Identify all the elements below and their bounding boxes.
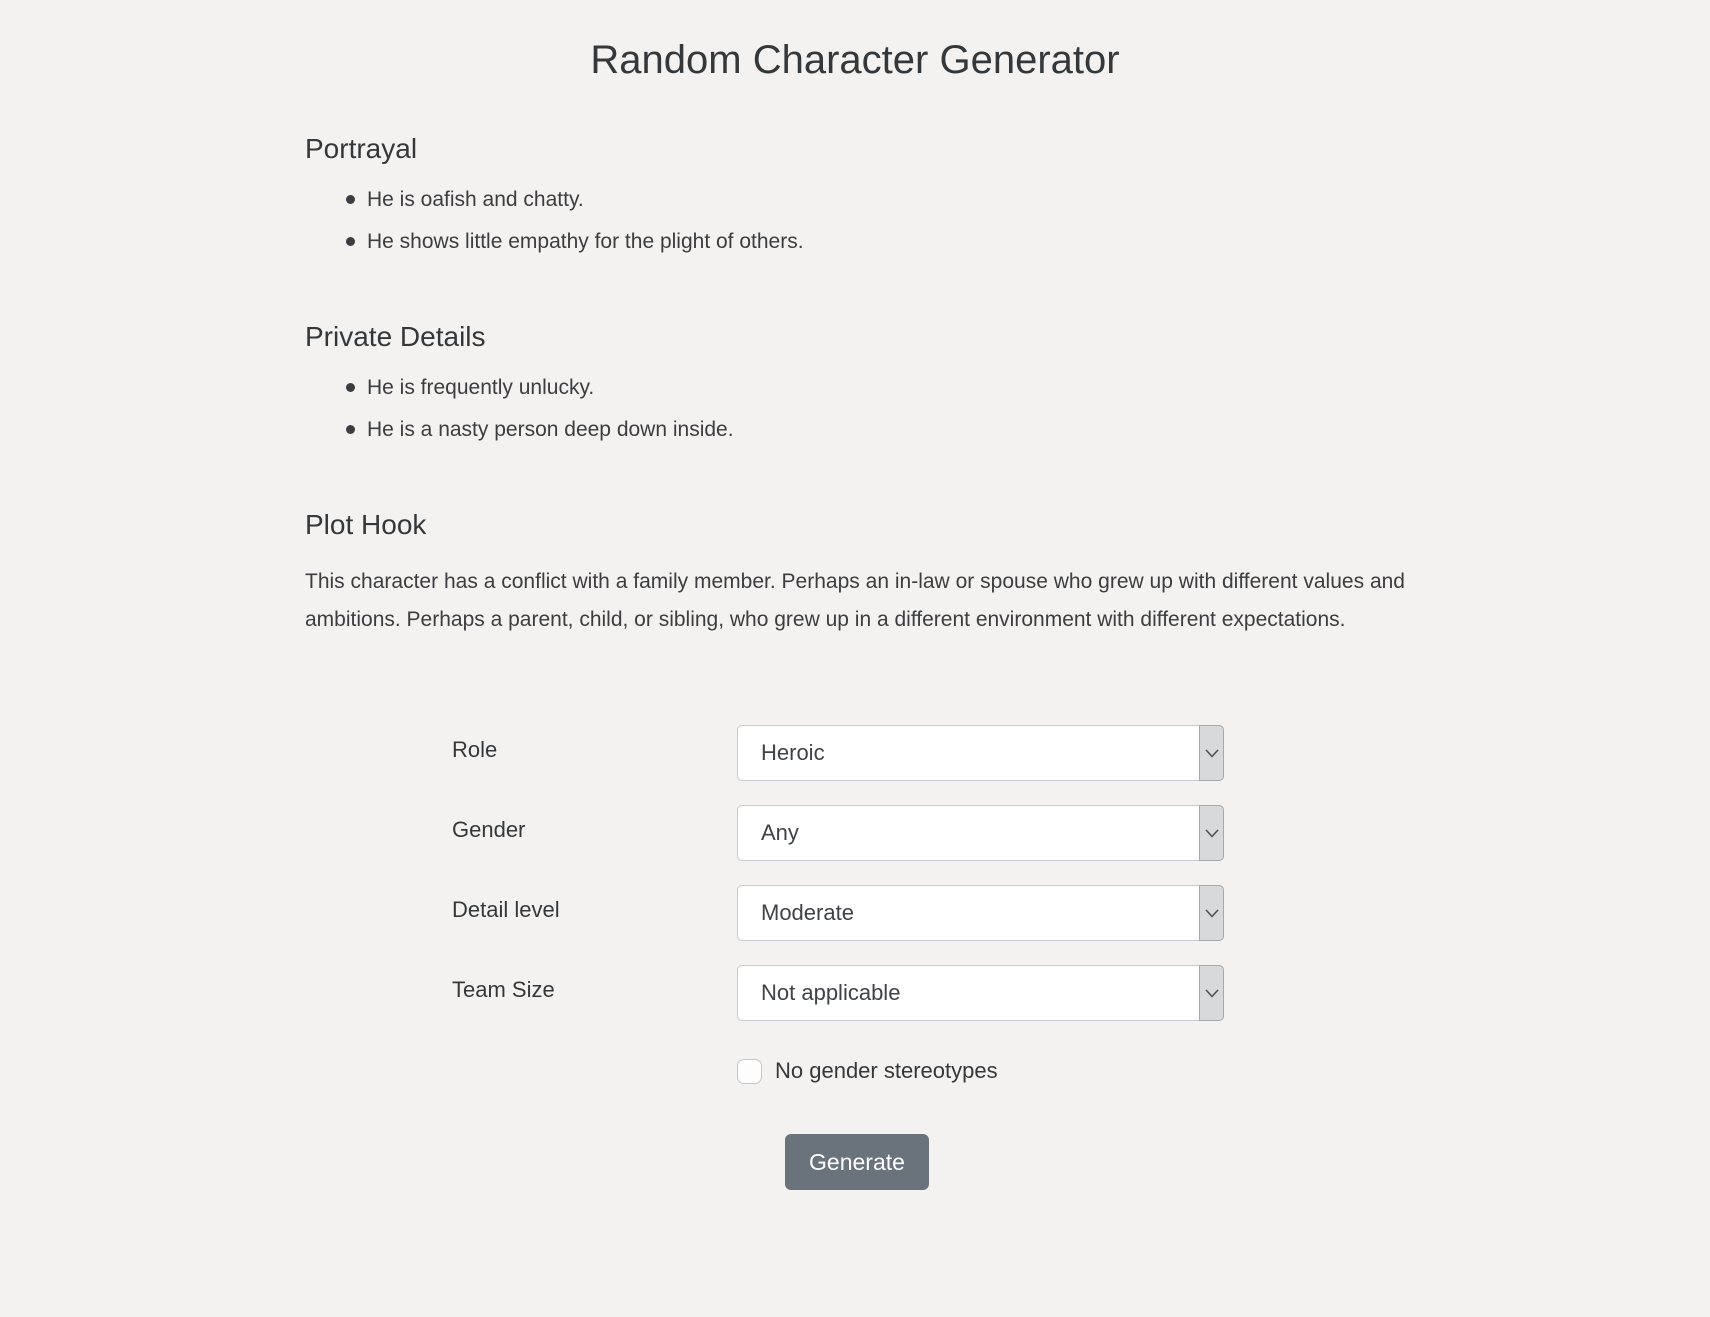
generate-button[interactable]: Generate [785,1134,929,1190]
form-row-role [305,725,1405,781]
form-row-detail-level [305,885,1405,941]
team-size-label: Team Size [452,977,555,1002]
form-row-team-size [305,965,1405,1021]
section-heading-portrayal: Portrayal [305,133,418,164]
gender-label: Gender [452,817,526,842]
page-container [305,0,1405,1190]
section-heading-plot-hook: Plot Hook [305,509,427,540]
chevron-down-icon [1199,965,1224,1021]
gender-select-value: Any [761,820,799,845]
section-heading-private-details: Private Details [305,321,486,352]
chevron-down-icon [1199,805,1224,861]
portrayal-list [305,187,1405,255]
detail-level-select-value: Moderate [761,900,854,925]
list-item: He shows little empathy for the plight of others. [367,229,1405,255]
list-item: He is frequently unlucky. [367,375,1405,401]
chevron-down-icon [1199,725,1224,781]
role-label: Role [452,737,498,762]
role-select-value: Heroic [761,740,825,765]
private-details-list [305,375,1405,443]
team-size-select[interactable] [737,965,1224,1021]
list-item: He is oafish and chatty. [367,187,1405,213]
plot-hook-text: This character has a conflict with a family member. Perhaps an in-law or spouse who grew up with different values and ambitions. Perhaps a parent, child, or sibling, who grew up in a different environment with different expectations. [305,570,1405,631]
detail-level-select[interactable] [737,885,1224,941]
form-row-gender [305,805,1405,861]
gender-select[interactable] [737,805,1224,861]
chevron-down-icon [1199,885,1224,941]
list-item: He is a nasty person deep down inside. [367,417,1405,443]
gender-stereotypes-row [737,1058,1405,1084]
no-gender-stereotypes-checkbox[interactable] [737,1059,762,1084]
team-size-select-value: Not applicable [761,980,901,1005]
generator-form [305,725,1405,1190]
role-select[interactable] [737,725,1224,781]
page-title: Random Character Generator [590,38,1120,82]
detail-level-label: Detail level [452,897,560,922]
no-gender-stereotypes-label: No gender stereotypes [775,1058,998,1083]
